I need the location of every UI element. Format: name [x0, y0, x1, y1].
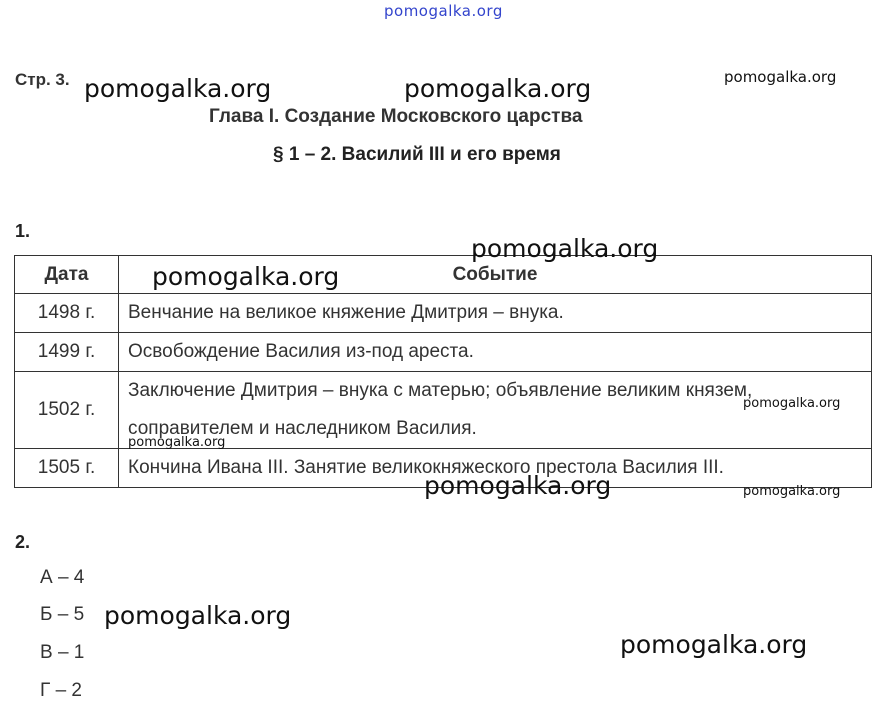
- row-event: Венчание на великое княжение Дмитрия – внука.: [119, 294, 872, 333]
- watermark: pomogalka.org: [404, 74, 592, 103]
- table-header-row: [15, 256, 872, 294]
- watermark: pomogalka.org: [152, 262, 340, 291]
- chapter-title: Глава I. Создание Московского царства: [209, 106, 583, 127]
- watermark: pomogalka.org: [471, 234, 659, 263]
- table-row: [15, 294, 872, 333]
- watermark: pomogalka.org: [104, 601, 292, 630]
- watermark: pomogalka.org: [128, 435, 226, 450]
- row-date: 1498 г.: [15, 294, 119, 333]
- row-event: Заключение Дмитрия – внука с матерью; объявление великим князем, соправителем и наследником Василия.: [119, 372, 872, 449]
- watermark: pomogalka.org: [743, 484, 841, 499]
- answer-item: А – 4: [40, 567, 85, 588]
- row-date: 1499 г.: [15, 333, 119, 372]
- row-event: Освобождение Василия из-под ареста.: [119, 333, 872, 372]
- task2-number: 2.: [15, 532, 31, 552]
- watermark: pomogalka.org: [384, 2, 503, 20]
- watermark: pomogalka.org: [84, 74, 272, 103]
- column-header-event: Событие: [119, 256, 872, 294]
- watermark: pomogalka.org: [424, 471, 612, 500]
- row-date: 1502 г.: [15, 372, 119, 449]
- watermark: pomogalka.org: [620, 630, 808, 659]
- table-row: [15, 333, 872, 372]
- answer-item: В – 1: [40, 642, 85, 663]
- answer-item: Г – 2: [40, 680, 82, 701]
- watermark: pomogalka.org: [743, 396, 841, 411]
- watermark: pomogalka.org: [724, 68, 837, 86]
- column-header-date: Дата: [15, 256, 119, 294]
- events-table: [14, 255, 872, 488]
- task1-number: 1.: [15, 221, 31, 241]
- answer-item: Б – 5: [40, 604, 85, 625]
- row-event: Кончина Ивана III. Занятие великокняжеского престола Василия III.: [119, 449, 872, 488]
- row-date: 1505 г.: [15, 449, 119, 488]
- page-number: Стр. 3.: [15, 70, 70, 89]
- section-title: § 1 – 2. Василий III и его время: [273, 144, 561, 165]
